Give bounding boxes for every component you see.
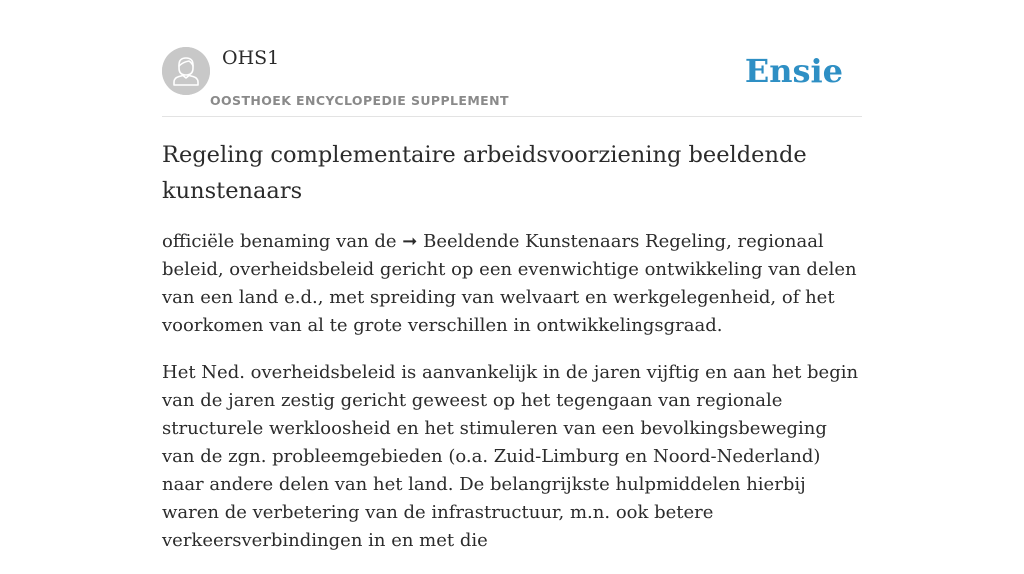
entry-header <box>162 46 862 117</box>
user-avatar-icon[interactable] <box>162 47 210 95</box>
paragraph: Het Ned. overheidsbeleid is aanvankelijk in de jaren vijftig en aan het begin van de jaren zestig gericht geweest op het tegengaan van regionale structurele werkloosheid en het stimuleren van een bevolkingsbeweging van de zgn. probleemgebieden (o.a. Zuid-Limburg en Noord-Nederland) naar andere delen van het land. De belangrijkste hulpmiddelen hierbij waren de verbetering van de infrastructuur, m.n. ook betere verkeersverbindingen in en met die <box>162 362 859 551</box>
paragraph-text: officiële benaming van de <box>162 231 403 252</box>
article-body <box>162 228 862 574</box>
paragraph <box>162 228 862 340</box>
page-title: Regeling complementaire arbeidsvoorziening beeldende kunstenaars <box>162 142 807 204</box>
cross-reference-arrow-icon: ➞ <box>402 231 418 252</box>
author-name[interactable]: OHS1 <box>222 47 280 69</box>
source-name[interactable]: OOSTHOEK ENCYCLOPEDIE SUPPLEMENT <box>210 93 509 108</box>
ensie-logo[interactable]: Ensie <box>744 52 843 90</box>
cross-reference-link[interactable]: Beeldende Kunstenaars Regeling <box>423 231 727 252</box>
paragraph-text: , regionaal beleid, overheidsbeleid gericht op een evenwichtige ontwikkeling van delen van een land e.d., met spreiding van welvaart en werkgelegenheid, of het voorkomen van al te grote verschillen in ontwikkelingsgraad. <box>162 231 857 336</box>
